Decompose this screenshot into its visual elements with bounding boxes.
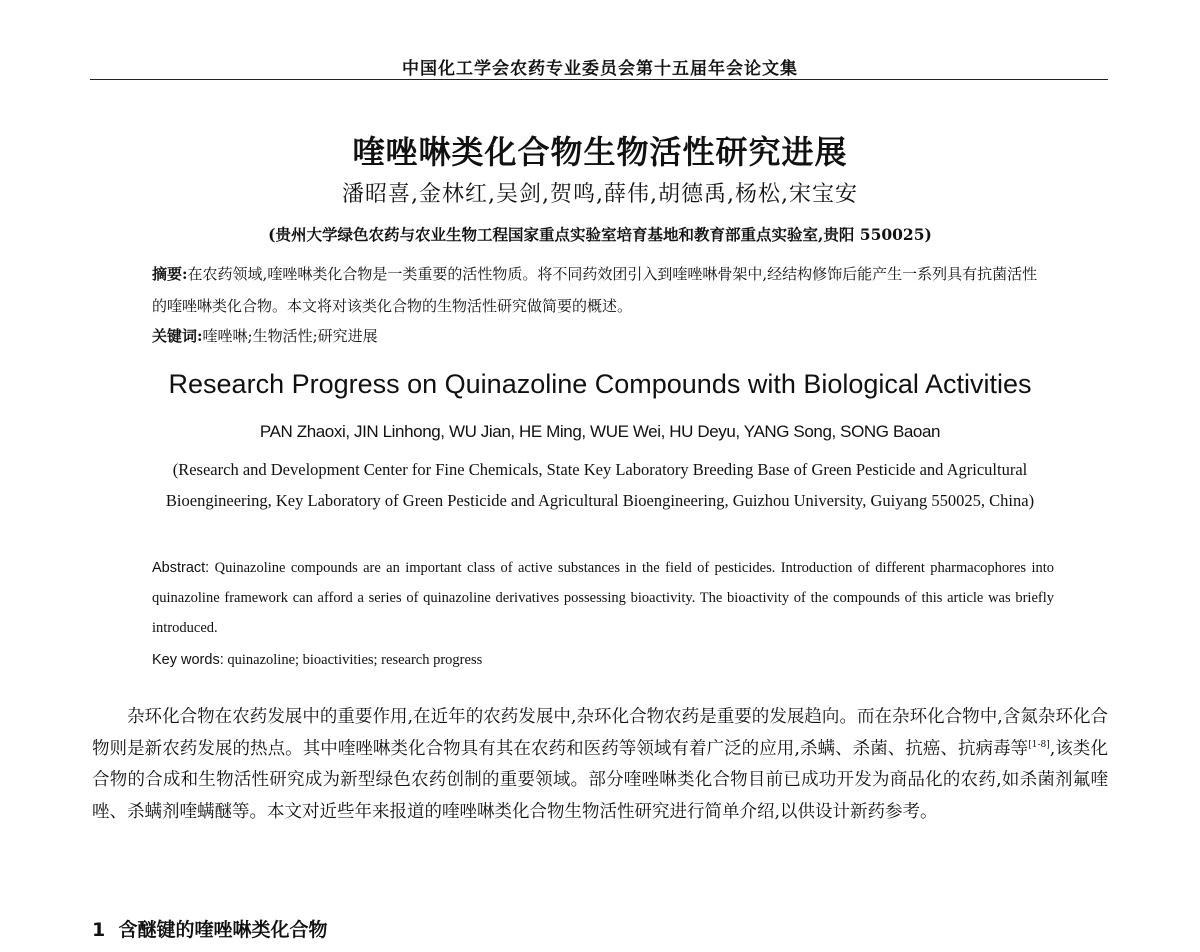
header-rule [90,79,1108,80]
citation-ref: [1-8] [1028,739,1050,750]
english-affiliation: (Research and Development Center for Fine Chemicals, State Key Laboratory Breeding Base of Green Pesticide and Agricultural Bioengineering, Key Laboratory of Green Pesticide and Agricultural Bioengineering, Guizhou University, Guiyang 550025, China) [165,460,1035,510]
section-number: 1 [92,919,106,941]
chinese-abstract [152,258,1052,322]
chinese-abstract-label: 摘要: [152,265,188,283]
intro-text-part1: 杂环化合物在农药发展中的重要作用,在近年的农药发展中,杂环化合物农药是重要的发展趋向。而在杂环化合物中,含氮杂环化合物则是新农药发展的热点。其中喹唑啉类化合物具有其在农药和医药等领域有着广泛的应用,杀螨、杀菌、抗癌、抗病毒等 [92,707,1108,759]
chinese-affiliation: (贵州大学绿色农药与农业生物工程国家重点实验室培育基地和教育部重点实验室,贵阳 550025) [268,225,932,244]
english-abstract-text: Quinazoline compounds are an important class of active substances in the field of pesticides. Introduction of different pharmacophores into quinazoline framework can afford a series of quinazoline derivatives possessing bioactivity. The bioactivity of the compounds of this article was briefly introduced. [152,560,1055,636]
english-keywords-label: Key words: [152,652,224,668]
intro-paragraph [92,702,1108,828]
english-title: Research Progress on Quinazoline Compounds with Biological Activities [168,369,1032,399]
chinese-abstract-text: 在农药领域,喹唑啉类化合物是一类重要的活性物质。将不同药效团引入到喹唑啉骨架中,经结构修饰后能产生一系列具有抗菌活性的喹唑啉类化合物。本文将对该类化合物的生物活性研究做简要的概述。 [152,265,1038,315]
english-abstract [152,553,1054,643]
english-authors: PAN Zhaoxi, JIN Linhong, WU Jian, HE Ming, WUE Wei, HU Deyu, YANG Song, SONG Baoan [259,422,941,441]
chinese-keywords-text: 喹唑啉;生物活性;研究进展 [202,327,378,345]
english-keywords [152,646,1054,674]
english-keywords-text: quinazoline; bioactivities; research progress [227,652,483,668]
english-abstract-label: Abstract: [152,560,210,576]
section-heading [92,915,327,942]
chinese-title: 喹唑啉类化合物生物活性研究进展 [352,133,848,171]
intro-text-part2: ,该类化合物的合成和生物活性研究成为新型绿色农药创制的重要领域。部分喹唑啉类化合物目前已成功开发为商品化的农药,如杀菌剂氟喹唑、杀螨剂喹螨醚等。本文对近些年来报道的喹唑啉类化合物生物活性研究进行简单介绍,以供设计新药参考。 [92,738,1108,822]
chinese-authors: 潘昭喜,金林红,吴剑,贺鸣,薛伟,胡德禹,杨松,宋宝安 [342,182,858,207]
chinese-keywords-label: 关键词: [152,327,203,345]
chinese-keywords [152,322,1052,350]
section-title: 含醚键的喹唑啉类化合物 [118,919,328,941]
running-header: 中国化工学会农药专业委员会第十五届年会论文集 [402,59,798,79]
